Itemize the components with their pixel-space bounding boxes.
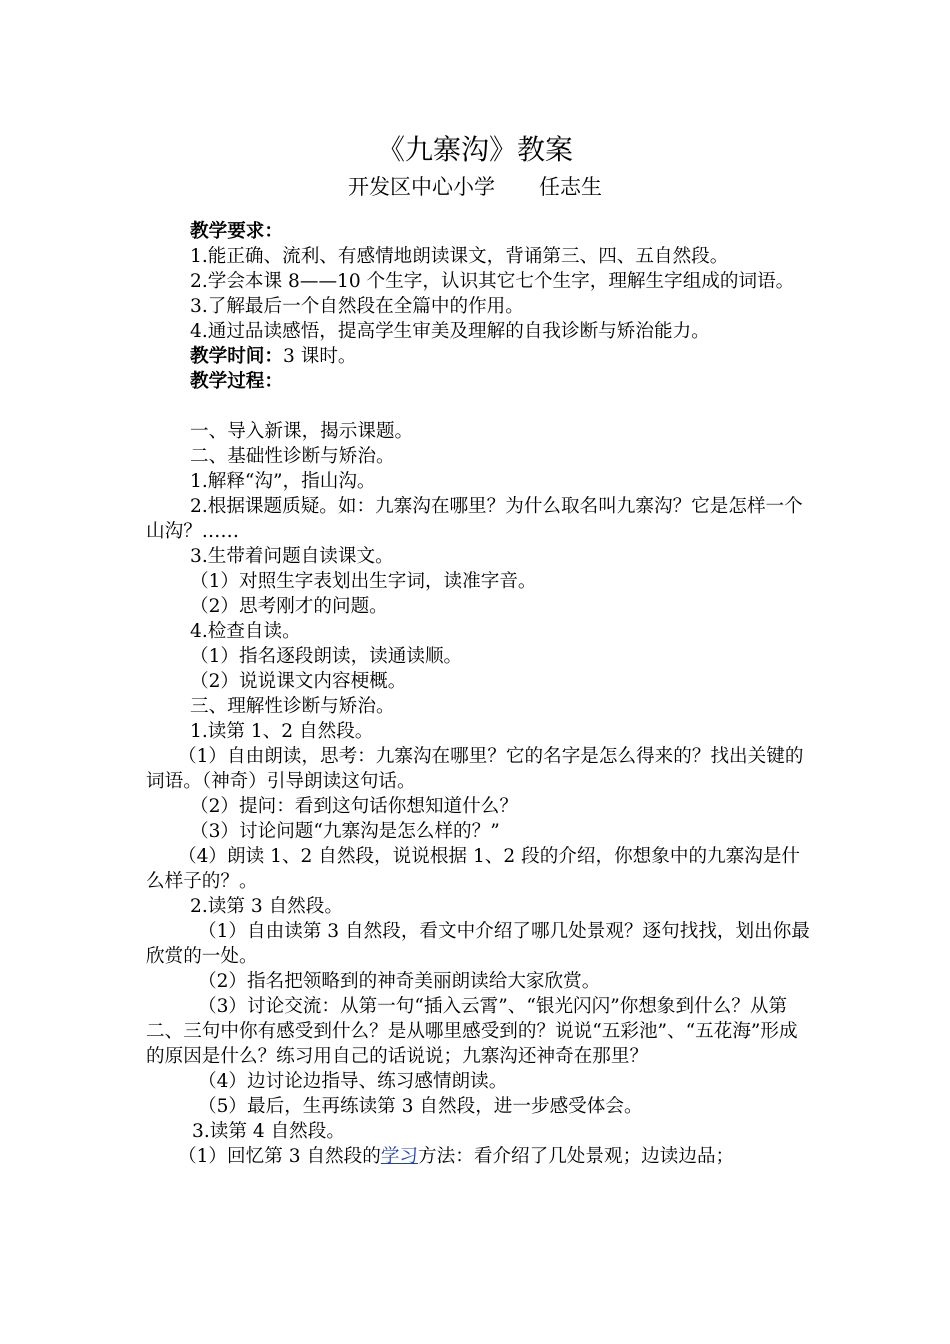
process-line: （4）朗读 1、2 自然段，说说根据 1、2 段的介绍，你想象中的九寨沟是什么样子的？。 — [146, 846, 801, 892]
process-line: （2）指名把领略到的神奇美丽朗读给大家欣赏。 — [198, 971, 601, 992]
process-line-last — [146, 1144, 810, 1169]
process-line: （1）指名逐段朗读，读通读顺。 — [190, 646, 463, 667]
process-line: （1）自由读第 3 自然段，看文中介绍了哪几处景观？逐句找找，划出你最欣赏的一处。 — [146, 921, 810, 967]
study-link[interactable]: 学习 — [380, 1146, 419, 1167]
process-line: （3）讨论问题“九寨沟是怎么样的？” — [190, 821, 500, 842]
requirement-item: 1.能正确、流利、有感情地朗读课文，背诵第三、四、五自然段。 — [190, 246, 729, 267]
process-line: （2）说说课文内容梗概。 — [190, 671, 407, 692]
process-line: （1）对照生字表划出生字词，读准字音。 — [190, 571, 537, 592]
process-line: 三、理解性诊断与矫治。 — [190, 696, 395, 717]
process-heading: 教学过程： — [190, 371, 283, 392]
process-line: 4.检查自读。 — [190, 621, 301, 642]
process-line: 2.读第 3 自然段。 — [190, 896, 343, 917]
last-line-after: 方法：看介绍了几处景观；边读边品； — [418, 1146, 735, 1167]
requirement-item: 2.学会本课 8——10 个生字，认识其它七个生字，理解生字组成的词语。 — [190, 271, 795, 292]
blank-line — [146, 394, 810, 419]
requirements-heading: 教学要求： — [190, 221, 283, 242]
requirement-item: 3.了解最后一个自然段在全篇中的作用。 — [190, 296, 524, 317]
process-line: （1）自由朗读，思考：九寨沟在哪里？它的名字是怎么得来的？找出关键的词语。（神奇）引导朗读这句话。 — [146, 746, 804, 792]
process-line: （4）边讨论边指导、练习感情朗读。 — [198, 1071, 508, 1092]
time-heading: 教学时间： — [190, 346, 283, 367]
page-title: 《九寨沟》教案 — [376, 133, 573, 166]
author-name: 任志生 — [539, 175, 602, 199]
byline — [0, 172, 950, 202]
process-line: （2）思考刚才的问题。 — [190, 596, 388, 617]
time-value: 3 课时。 — [282, 346, 357, 367]
last-line-before: （1）回忆第 3 自然段的 — [178, 1146, 381, 1167]
process-line: 1.解释“沟”，指山沟。 — [190, 471, 376, 492]
process-line: （3）讨论交流：从第一句“插入云霄”、“银光闪闪”你想象到什么？从第二、三句中你有感受到什么？是从哪里感受到的？说说“五彩池”、“五花海”形成的原因是什么？练习用自己的话说说；九寨沟还神奇在那里？ — [146, 996, 798, 1067]
process-line: （5）最后，生再练读第 3 自然段，进一步感受体会。 — [198, 1096, 643, 1117]
teaching-time — [146, 344, 810, 369]
requirement-item: 4.通过品读感悟，提高学生审美及理解的自我诊断与矫治能力。 — [190, 321, 710, 342]
document-body — [146, 219, 810, 1169]
process-line: 二、基础性诊断与矫治。 — [190, 446, 395, 467]
process-line: 2.根据课题质疑。如：九寨沟在哪里？为什么取名叫九寨沟？它是怎样一个山沟？…… — [146, 496, 803, 542]
school-name: 开发区中心小学 — [348, 175, 495, 199]
process-line: 3.生带着问题自读课文。 — [190, 546, 394, 567]
process-line: 1.读第 1、2 自然段。 — [190, 721, 374, 742]
process-line: （2）提问：看到这句话你想知道什么？ — [190, 796, 518, 817]
process-line: 3.读第 4 自然段。 — [192, 1121, 345, 1142]
process-line: 一、导入新课，揭示课题。 — [190, 421, 414, 442]
